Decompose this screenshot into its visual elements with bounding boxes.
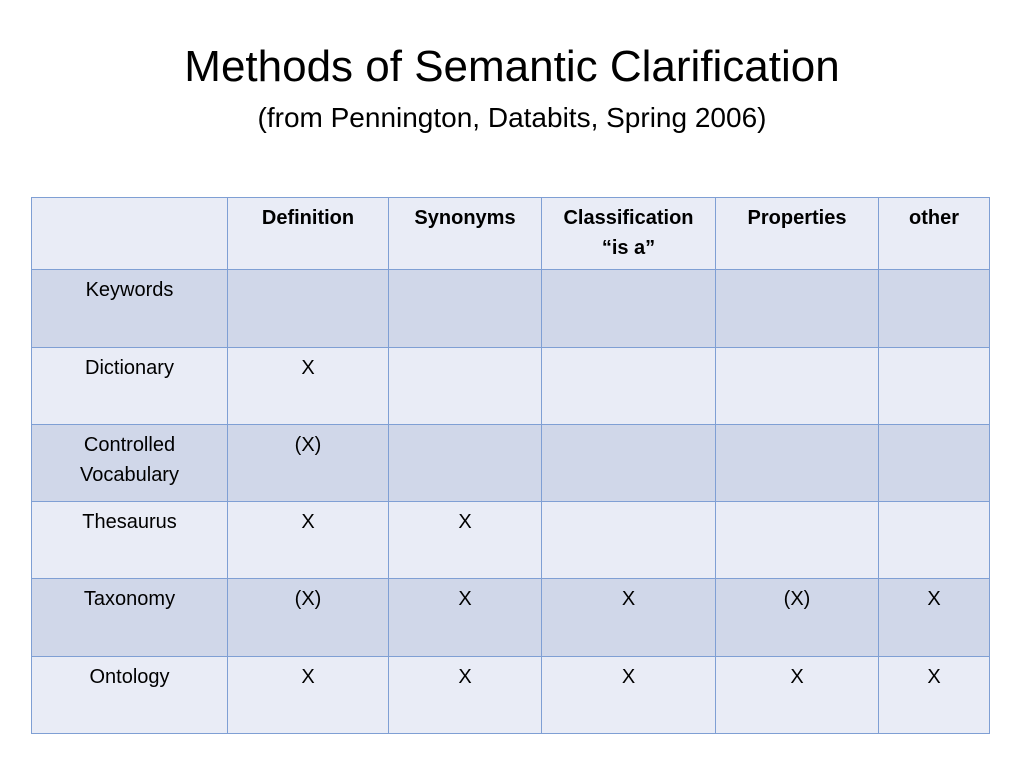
table-cell: [389, 347, 542, 424]
table-cell: (X): [228, 424, 389, 501]
table-cell: X: [879, 579, 990, 656]
table-cell: [879, 424, 990, 501]
table-cell: [228, 270, 389, 347]
table-cell: [542, 424, 716, 501]
table-cell: (X): [716, 579, 879, 656]
table-cell: X: [389, 502, 542, 579]
table-cell: X: [716, 656, 879, 733]
table-row: [32, 656, 990, 733]
table-cell: X: [389, 656, 542, 733]
row-label: Thesaurus: [32, 502, 228, 579]
table-cell: [542, 502, 716, 579]
header-cell-definition: Definition: [228, 198, 389, 270]
table-cell: X: [228, 502, 389, 579]
header-cell-other: other: [879, 198, 990, 270]
table-cell: X: [389, 579, 542, 656]
table-cell: [879, 270, 990, 347]
table-cell: [542, 347, 716, 424]
table-cell: [716, 347, 879, 424]
table-cell: [542, 270, 716, 347]
table-cell: [389, 270, 542, 347]
table-cell: [879, 502, 990, 579]
comparison-table: [31, 197, 990, 734]
table-header-row: [32, 198, 990, 270]
table-row: [32, 347, 990, 424]
table-row: [32, 579, 990, 656]
table-row: [32, 424, 990, 501]
row-label: Dictionary: [32, 347, 228, 424]
header-cell-blank: [32, 198, 228, 270]
slide-subtitle: (from Pennington, Databits, Spring 2006): [257, 102, 767, 133]
table-cell: [389, 424, 542, 501]
row-label: Ontology: [32, 656, 228, 733]
table-cell: (X): [228, 579, 389, 656]
row-label: Keywords: [32, 270, 228, 347]
row-label: Controlled Vocabulary: [32, 424, 228, 501]
table-cell: [879, 347, 990, 424]
header-cell-properties: Properties: [716, 198, 879, 270]
row-label: Taxonomy: [32, 579, 228, 656]
table-cell: X: [879, 656, 990, 733]
header-cell-synonyms: Synonyms: [389, 198, 542, 270]
table-row: [32, 502, 990, 579]
table-row: [32, 270, 990, 347]
table-cell: [716, 424, 879, 501]
slide-title: Methods of Semantic Clarification: [184, 42, 840, 91]
table-cell: [716, 270, 879, 347]
table-cell: X: [542, 656, 716, 733]
table-cell: [716, 502, 879, 579]
table-cell: X: [542, 579, 716, 656]
table-cell: X: [228, 347, 389, 424]
header-cell-classification: Classification “is a”: [542, 198, 716, 270]
table-cell: X: [228, 656, 389, 733]
